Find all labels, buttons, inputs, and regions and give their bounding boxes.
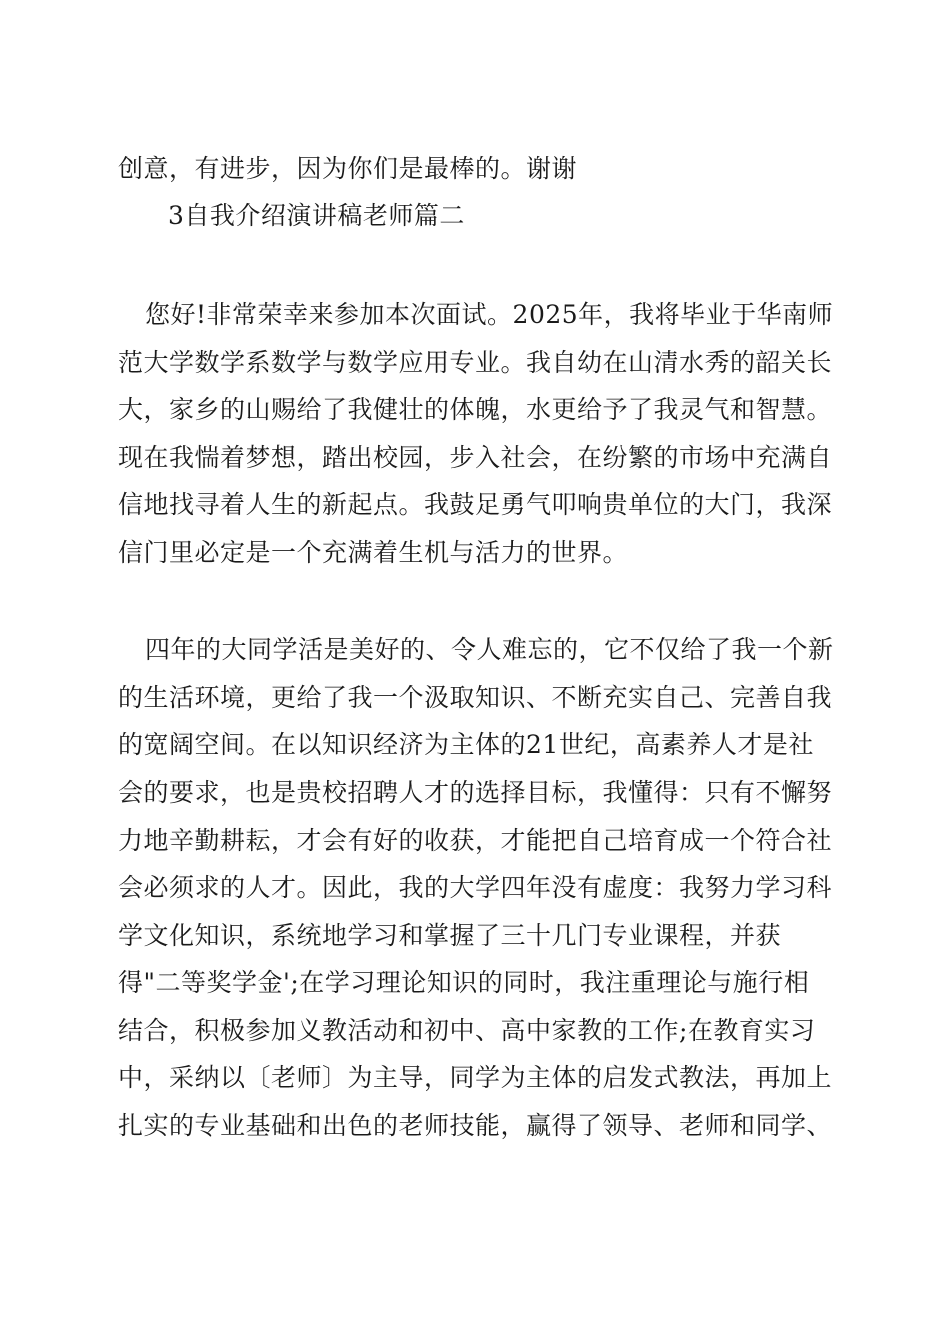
section-heading: 3自我介绍演讲稿老师篇二 (168, 201, 465, 230)
text-line-closing: 创意，有进步，因为你们是最棒的。谢谢 (118, 154, 578, 183)
text-line: 学文化知识，系统地学习和掌握了三十几门专业课程，并获 (118, 921, 782, 950)
text-line: 会必须求的人才。因此，我的大学四年没有虚度：我努力学习科 (118, 873, 833, 902)
text-line: 范大学数学系数学与数学应用专业。我自幼在山清水秀的韶关长 (118, 348, 833, 377)
text-line: 您好!非常荣幸来参加本次面试。2025年，我将毕业于华南师 (145, 300, 834, 329)
text-line: 扎实的专业基础和出色的老师技能，赢得了领导、老师和同学、 (118, 1111, 833, 1140)
text-line: 四年的大同学活是美好的、令人难忘的，它不仅给了我一个新 (145, 635, 834, 664)
text-line: 的生活环境，更给了我一个汲取知识、不断充实自己、完善自我 (118, 683, 833, 712)
text-line: 信地找寻着人生的新起点。我鼓足勇气叩响贵单位的大门，我深 (118, 490, 833, 519)
text-line: 的宽阔空间。在以知识经济为主体的21世纪，高素养人才是社 (118, 730, 814, 759)
text-line: 现在我惴着梦想，踏出校园，步入社会，在纷繁的市场中充满自 (118, 443, 833, 472)
text-line: 信门里必定是一个充满着生机与活力的世界。 (118, 538, 629, 567)
text-line: 会的要求，也是贵校招聘人才的选择目标，我懂得：只有不懈努 (118, 778, 833, 807)
text-line: 力地辛勤耕耘，才会有好的收获，才能把自己培育成一个符合社 (118, 826, 833, 855)
text-line: 结合，积极参加义教活动和初中、高中家教的工作;在教育实习 (118, 1016, 816, 1045)
text-line: 大，家乡的山赐给了我健壮的体魄，水更给予了我灵气和智慧。 (118, 395, 833, 424)
text-line: 中，采纳以〔老师〕为主导，同学为主体的启发式教法，再加上 (118, 1063, 833, 1092)
text-line: 得"二等奖学金';在学习理论知识的同时，我注重理论与施行相 (118, 968, 810, 997)
